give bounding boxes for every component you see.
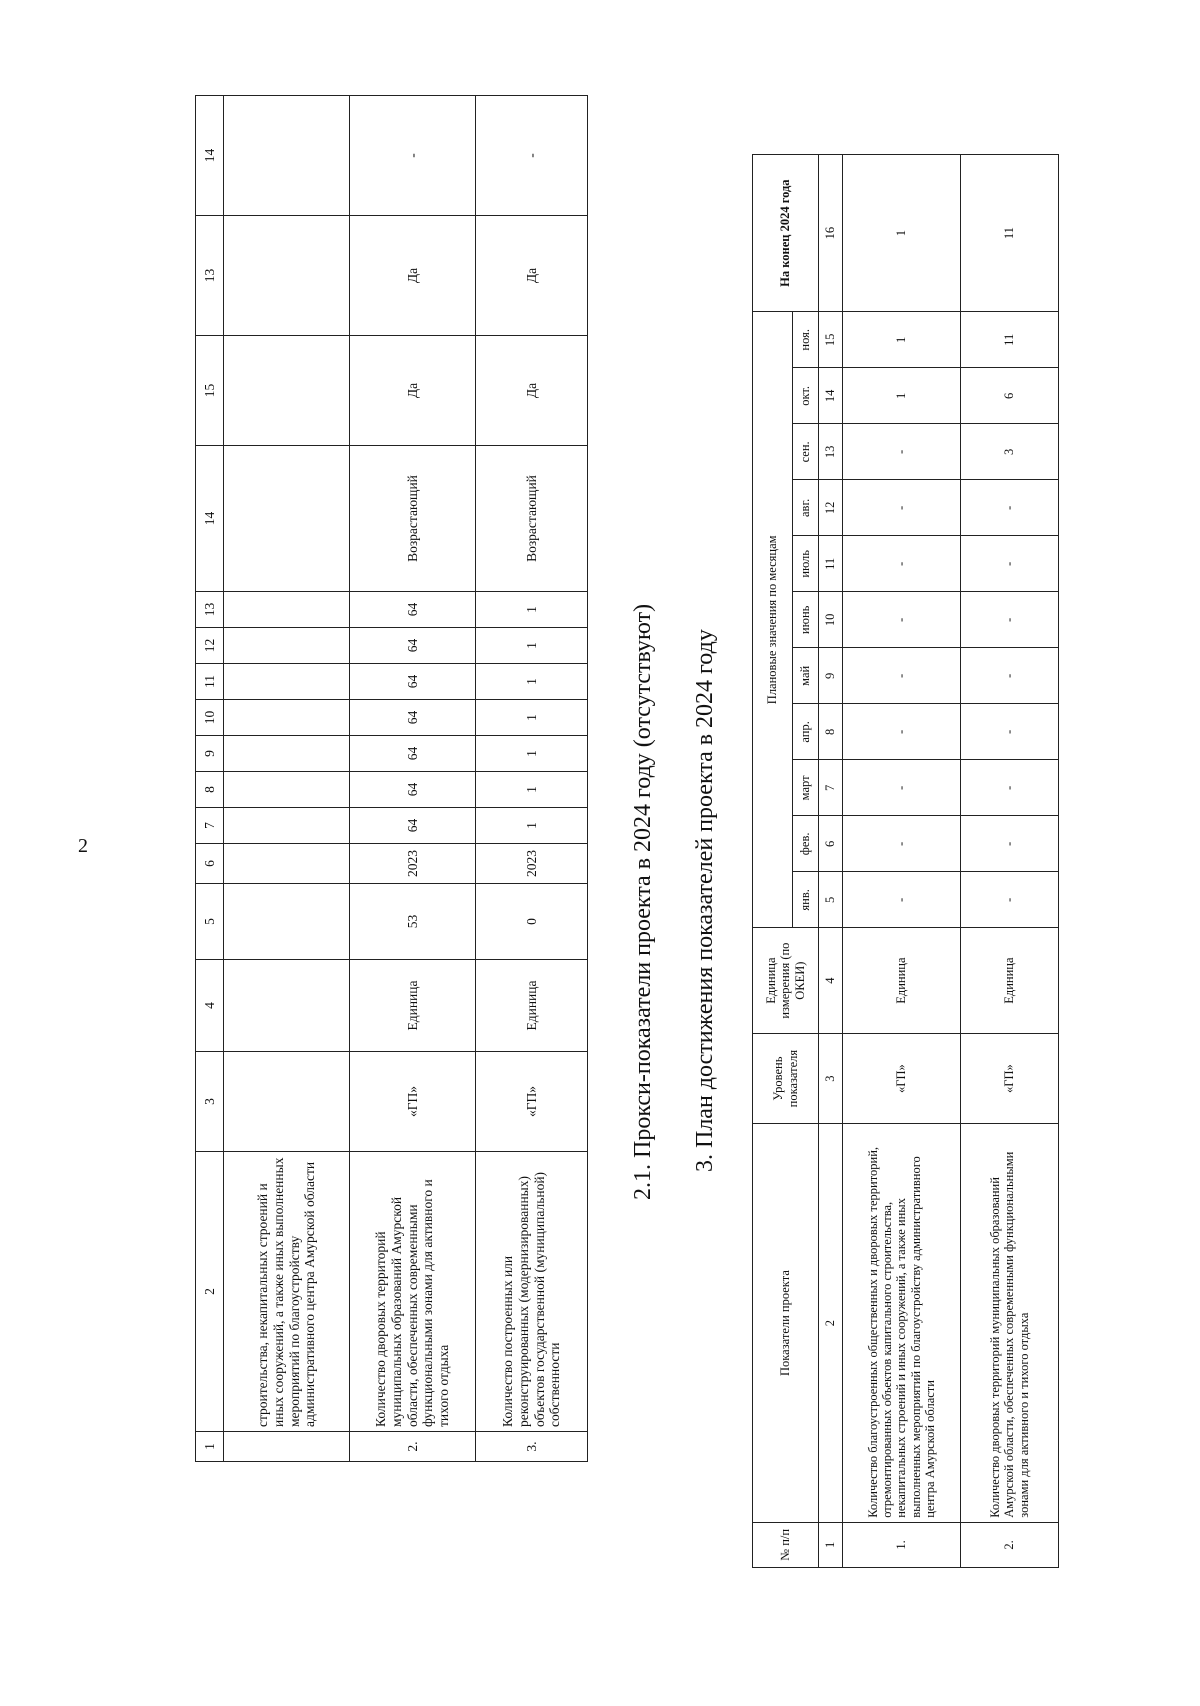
table1-col-header: 13 [196, 216, 224, 336]
table-row: 1. Количество благоустроенных общественных и дворовых территорий, отремонтированных объектов капитального строительства, некапитальных строений и иных сооружений, а также иных выполненных мероприятий по благоустройству административного центра Амурской области «ГП» Единица - - - - - - - - - 1 1 1 [843, 155, 961, 1568]
month-header: авг. [793, 480, 819, 536]
indicator-name: строительства, некапитальных строений и иных сооружений, а также иных выполненных мероприятий по благоустройству административного центра Амурской области [224, 1152, 350, 1432]
table2-header-row [753, 155, 793, 1568]
month-header: май [793, 648, 819, 704]
table-row: 2. Количество дворовых территорий муниципальных образований Амурской области, обеспеченных современными функциональными зонами для активного и тихого отдыха «ГП» Единица 53 2023 64 64 64 64 64 64 64 Возрастающий Да Да - [350, 96, 476, 1462]
header-number: № п/п [753, 1522, 819, 1567]
month-header: окт. [793, 368, 819, 424]
indicator-name: Количество построенных или реконструированных (модернизированных) объектов государственной (муниципальной) собственности [476, 1152, 588, 1432]
table1-col-header: 1 [196, 1432, 224, 1462]
header-year-end: На конец 2024 года [753, 155, 819, 312]
header-indicators: Показатели проекта [753, 1124, 819, 1522]
table-row [224, 96, 350, 1462]
indicator-name: Количество дворовых территорий муниципальных образований Амурской области, обеспеченных современными функциональными зонами для активного и тихого отдыха [961, 1124, 1059, 1522]
header-monthly-plan: Плановые значения по месяцам [753, 312, 793, 928]
table1-col-header: 2 [196, 1152, 224, 1432]
table1-col-header: 9 [196, 736, 224, 772]
indicator-name: Количество дворовых территорий муниципальных образований Амурской области, обеспеченных современными функциональными зонами для активного и тихого отдыха [350, 1152, 476, 1432]
table1-col-header: 7 [196, 808, 224, 844]
month-header: ноя. [793, 312, 819, 368]
month-header: март [793, 760, 819, 816]
heading-achievement-plan: 3. План достижения показателей проекта в 2024 году [692, 629, 718, 1172]
month-header: фев. [793, 816, 819, 872]
table1-col-header: 13 [196, 592, 224, 628]
table-row: 2. Количество дворовых территорий муниципальных образований Амурской области, обеспеченных современными функциональными зонами для активного и тихого отдыха «ГП» Единица - - - - - - - - 3 6 11 11 [961, 155, 1059, 1568]
month-header: апр. [793, 704, 819, 760]
table1-col-header: 6 [196, 844, 224, 884]
month-header: июль [793, 536, 819, 592]
table1-col-header: 15 [196, 336, 224, 446]
table2-container [752, 154, 1059, 1568]
table1-col-header: 5 [196, 884, 224, 960]
table1-col-header: 4 [196, 960, 224, 1052]
table1-col-header: 14 [196, 96, 224, 216]
table1-col-header: 12 [196, 628, 224, 664]
indicator-name: Количество благоустроенных общественных и дворовых территорий, отремонтированных объектов капитального строительства, некапитальных строений и иных сооружений, а также иных выполненных мероприятий по благоустройству административного центра Амурской области [843, 1124, 961, 1522]
table1-col-header: 8 [196, 772, 224, 808]
table-achievement-plan [752, 154, 1059, 1568]
month-header: июнь [793, 592, 819, 648]
month-header: сен. [793, 424, 819, 480]
header-unit: Единица измерения (по ОКЕИ) [753, 928, 819, 1034]
table1-col-header: 11 [196, 664, 224, 700]
page-number: 2 [78, 835, 88, 857]
month-header: янв. [793, 872, 819, 928]
table1-container [195, 95, 588, 1462]
table2-numbers-row: 1 2 3 4 5 6 7 8 9 10 11 12 13 14 15 16 [819, 155, 843, 1568]
table1-col-header: 10 [196, 700, 224, 736]
table-indicators-continuation [195, 95, 588, 1462]
header-level: Уровень показателя [753, 1033, 819, 1123]
table1-col-header: 3 [196, 1052, 224, 1152]
table1-col-header: 14 [196, 446, 224, 592]
table-row: 3. Количество построенных или реконструированных (модернизированных) объектов государственной (муниципальной) собственности «ГП» Единица 0 2023 1 1 1 1 1 1 1 Возрастающий Да Да - [476, 96, 588, 1462]
table1-header-row [196, 96, 224, 1462]
heading-proxy-indicators: 2.1. Прокси-показатели проекта в 2024 году (отсутствуют) [630, 603, 656, 1200]
